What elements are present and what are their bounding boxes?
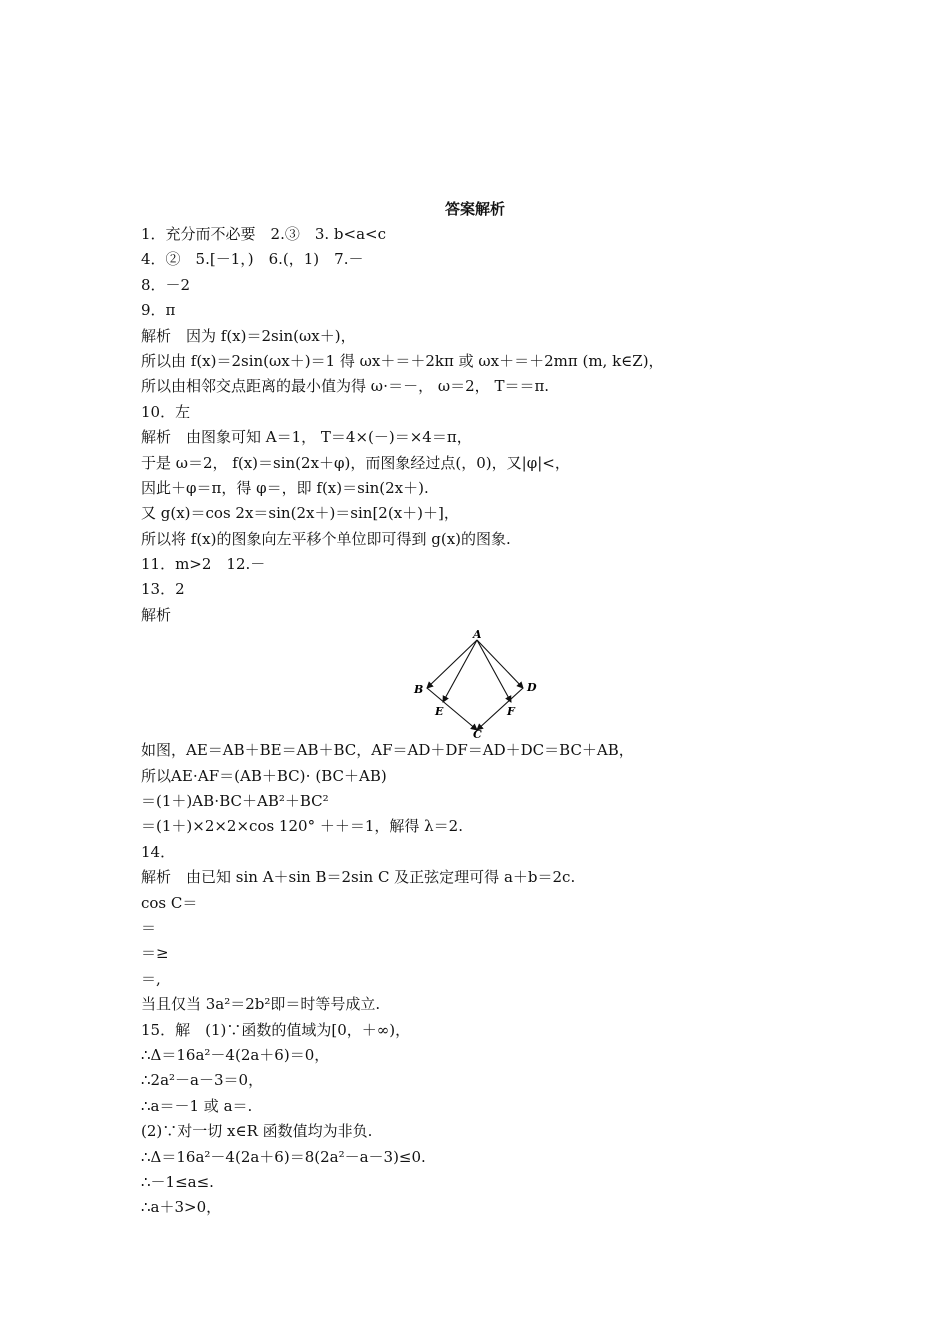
vector-diagram <box>411 628 551 738</box>
text-line: ＝≥ <box>141 944 169 963</box>
edge-ab <box>427 640 477 688</box>
vector-figure <box>141 628 861 738</box>
text-line: 所以由 f(x)＝2sin(ωx＋)＝1 得 ωx＋＝＋2kπ 或 ωx＋＝＋2mπ (m, k∈Z)， <box>141 351 664 370</box>
text-line: 当且仅当 3a²＝2b²即＝时等号成立. <box>141 995 381 1014</box>
text-line: 解析 因为 f(x)＝2sin(ωx＋)， <box>141 326 356 345</box>
text-line: 14． <box>141 842 176 861</box>
text-line: 8．－2 <box>141 275 191 294</box>
text-line: 4．② 5.[－1，) 6.(，1) 7.－ <box>141 250 364 269</box>
text-line: 1．充分而不必要 2.③ 3. b<a<c <box>141 225 387 243</box>
text-line: 所以将 f(x)的图象向左平移个单位即可得到 g(x)的图象. <box>141 529 511 548</box>
text-line: 所以AE⋅AF＝(AB＋BC)⋅ (BC＋AB) <box>141 766 387 785</box>
text-line: ∴Δ＝16a²－4(2a＋6)＝0， <box>141 1045 330 1064</box>
text-line: cos C＝ <box>141 893 198 912</box>
text-line: ∴Δ＝16a²－4(2a＋6)＝8(2a²－a－3)≤0. <box>141 1147 426 1166</box>
text-line: ∴2a²－a－3＝0， <box>141 1071 264 1090</box>
text-line: 所以由相邻交点距离的最小值为得 ω⋅＝－， ω＝2， T＝＝π. <box>141 377 550 396</box>
label-c: C <box>473 728 482 739</box>
text-line: (2)∵对一切 x∈R 函数值均为非负. <box>141 1122 373 1141</box>
text-line: 13．2 <box>141 580 185 599</box>
text-line: ∴a＝－1 或 a＝. <box>141 1096 253 1115</box>
text-line: 解析 由已知 sin A＋sin B＝2sin C 及正弦定理可得 a＋b＝2c. <box>141 868 576 887</box>
text-line: 9．π <box>141 301 176 320</box>
text-line: ∴－1≤a≤. <box>141 1172 214 1191</box>
edge-dc <box>477 688 523 730</box>
text-line: ＝(1＋)×2×2×cos 120° ＋＋＝1，解得 λ＝2. <box>141 817 463 836</box>
text-line: 如图，AE＝AB＋BE＝AB＋BC，AF＝AD＋DF＝AD＋DC＝BC＋AB， <box>141 741 634 760</box>
text-line: 10．左 <box>141 402 191 421</box>
text-line: 因此＋φ＝π，得 φ＝，即 f(x)＝sin(2x＋). <box>141 478 429 497</box>
text-line: ∴a＋3>0， <box>141 1198 222 1217</box>
answer-body <box>141 222 861 1221</box>
label-d: D <box>527 681 537 695</box>
edge-af <box>477 640 511 702</box>
label-f: F <box>507 705 515 719</box>
page-title: 答案解析 <box>444 200 505 218</box>
text-line: 解析 <box>141 605 172 624</box>
text-line: 于是 ω＝2， f(x)＝sin(2x＋φ)，而图象经过点(，0)，又|φ|<， <box>141 453 570 472</box>
text-line: 11．m>2 12.－ <box>141 555 266 574</box>
text-line: 又 g(x)＝cos 2x＝sin(2x＋)＝sin[2(x＋)＋]， <box>141 504 459 523</box>
text-line: ＝, <box>141 969 161 988</box>
label-e: E <box>435 705 444 719</box>
text-line: ＝(1＋)AB⋅BC＋AB²＋BC² <box>141 792 329 811</box>
edge-ae <box>443 640 477 702</box>
text-line: ＝ <box>141 918 157 937</box>
text-line: 15．解 (1)∵函数的值域为[0，＋∞)， <box>141 1020 411 1039</box>
label-a: A <box>473 628 482 642</box>
label-b: B <box>414 683 424 697</box>
text-line: 解析 由图象可知 A＝1， T＝4×(－)＝×4＝π， <box>141 428 472 447</box>
